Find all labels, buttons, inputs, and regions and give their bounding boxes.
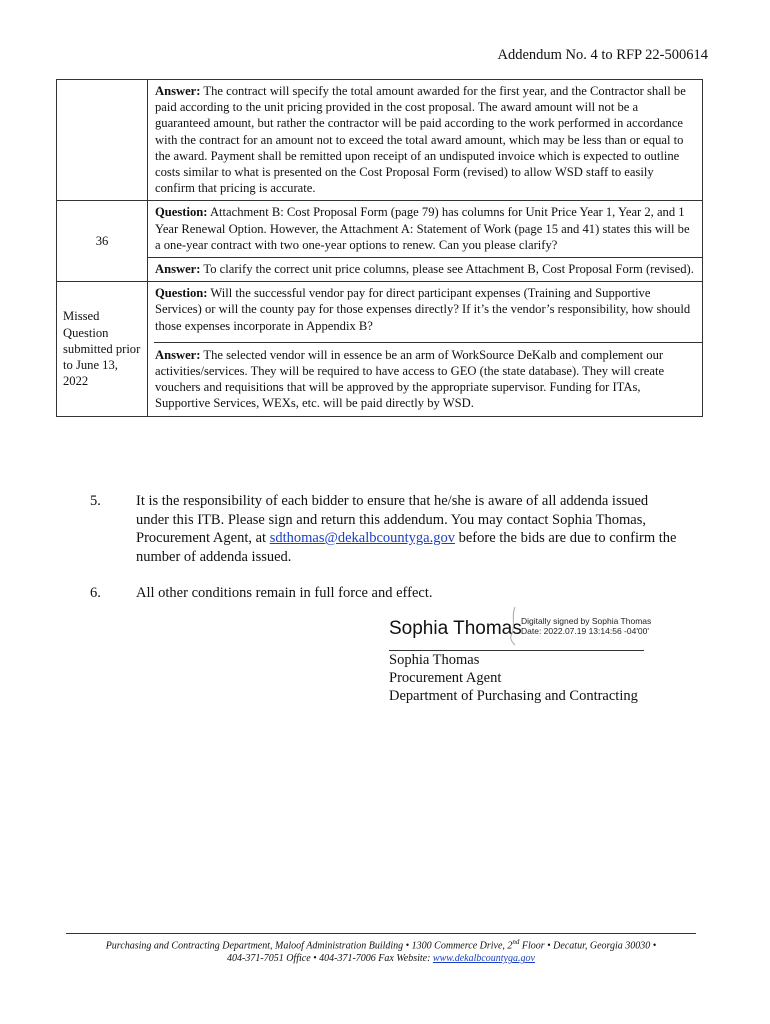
qa-table <box>56 79 703 417</box>
page-footer <box>66 933 696 965</box>
answer-text: The selected vendor will in essence be an arm of WorkSource DeKalb and complement our activities/services. They will be required to have access to GEO (the state database). They will create vouchers and requisitions that will be approved by the appropriate supervisor. Funding for ITAs, Supportive Services, WEXs, etc. will be paid directly by WSD. <box>155 347 665 411</box>
item-number: 6. <box>90 585 101 601</box>
item-number: 5. <box>90 493 101 509</box>
answer-block <box>148 80 702 200</box>
answer-label: Answer: <box>155 84 201 98</box>
answer-label: Answer: <box>155 262 201 277</box>
row-number: 36 <box>57 201 148 282</box>
table-row <box>57 282 703 416</box>
addendum-header: Addendum No. 4 to RFP 22-500614 <box>497 47 708 63</box>
question-text: Attachment B: Cost Proposal Form (page 79) has columns for Unit Price Year 1, Year 2, and 1 Year Renewal Option. However, the Attachment A: Statement of Work (page 15 and 41) states this will be a one-year contract with two one-year options to renew. Can you please clarify? <box>155 205 690 252</box>
numbered-items <box>90 492 680 621</box>
answer-block <box>148 338 702 416</box>
answer-text: To clarify the correct unit price columns, please see Attachment B, Cost Proposal Form (revised). <box>200 262 694 277</box>
answer-label: Answer: <box>155 347 201 362</box>
item-text: All other conditions remain in full force and effect. <box>136 585 433 601</box>
signatory-block <box>389 651 638 705</box>
table-row <box>57 201 703 282</box>
footer-address: Purchasing and Contracting Department, Maloof Administration Building • 1300 Commerce Drive, 2nd Floor • Decatur, Georgia 30030 • <box>105 938 657 952</box>
question-label: Question: <box>155 286 208 301</box>
signatory-title: Procurement Agent <box>389 670 502 686</box>
item-text: It is the responsibility of each bidder to ensure that he/she is aware of all addenda issued under this ITB. Please sign and return this addendum. You may contact Sophia Thomas, Procurement Agent, at sdthomas@dekalbcountyga.gov before the bids are due to confirm the number of addenda issued. <box>136 493 677 565</box>
website-link[interactable]: www.dekalbcountyga.gov <box>432 953 535 965</box>
table-row <box>57 80 703 201</box>
row-number <box>57 80 148 201</box>
email-link[interactable]: sdthomas@dekalbcountyga.gov <box>269 530 455 546</box>
answer-text: The contract will specify the total amount awarded for the first year, and the Contractor shall be paid according to the unit pricing provided in the cost proposal. The award amount will not be a guaranteed amount, but rather the contractor will be paid according to the work performed in accordance with the contract for an amount not to exceed the total award amount, which may be less than or equal to the award. Payment shall be remitted upon receipt of an undisputed invoice which is expected to outline costs similar to what is presented on the Cost Proposal Form (revised) to allow WSD staff to easily confirm that pricing is accurate. <box>155 84 686 196</box>
signatory-name: Sophia Thomas <box>389 652 480 668</box>
answer-block <box>148 257 702 281</box>
signature-mark-icon <box>509 606 517 646</box>
list-item <box>90 584 680 603</box>
signatory-department: Department of Purchasing and Contracting <box>389 688 638 704</box>
footer-contact: 404-371-7051 Office • 404-371-7006 Fax Website: www.dekalbcountyga.gov <box>227 953 535 965</box>
row-number: Missed Question submitted prior to June 13, 2022 <box>57 282 148 416</box>
question-label: Question: <box>155 205 208 220</box>
question-block <box>148 282 702 338</box>
signed-name: Sophia Thomas <box>389 618 522 639</box>
question-block <box>148 201 702 257</box>
list-item <box>90 492 680 566</box>
signature-details: Digitally signed by Sophia Thomas Date: 2022.07.19 13:14:56 -04'00' <box>521 616 652 636</box>
question-text: Will the successful vendor pay for direct participant expenses (Training and Supportive Services) or will the county pay for those expenses directly? If it’s the vendor’s responsibility, how should those expenses incorporate in Appendix B? <box>155 286 691 333</box>
